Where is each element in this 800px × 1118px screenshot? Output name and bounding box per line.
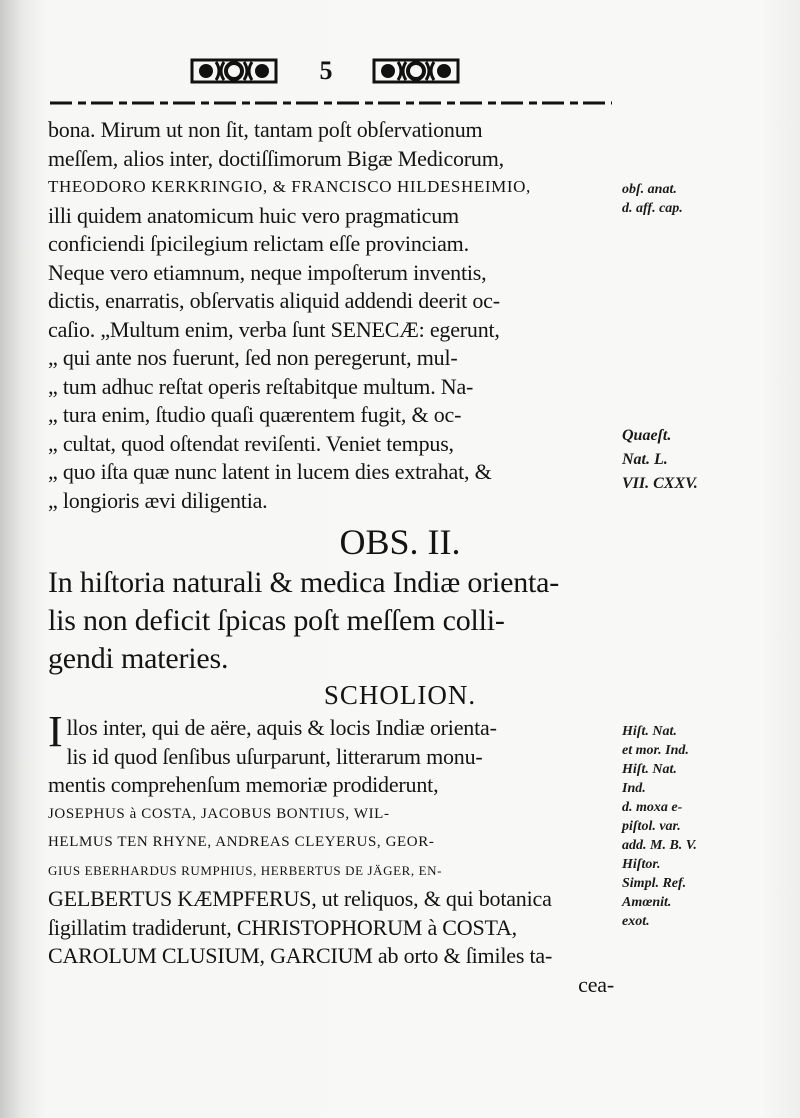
text-line: „ tum adhuc reſtat operis reſtabitque multum. Na-: [48, 373, 474, 399]
page-header: [190, 52, 460, 92]
margin-note-1: [622, 180, 792, 218]
text-line: „ longioris ævi diligentia.: [48, 487, 268, 513]
margin-line: VII. CXXV.: [622, 475, 698, 492]
text-line: JOSEPHUS à COSTA, JACOBUS BONTIUS, WIL-: [48, 805, 390, 822]
scholion-paragraph: [48, 707, 614, 999]
text-line: meſſem, alios inter, doctiſſimorum Bigæ Medicorum,: [48, 145, 504, 171]
text-line: lis id quod ſenſibus uſurparunt, litterarum monu-: [66, 743, 483, 769]
scholion-heading: SCHOLION.: [323, 680, 477, 710]
obs-line: gendi materies.: [48, 642, 229, 675]
drop-cap: I: [48, 707, 63, 756]
margin-line: Hiſt. Nat.: [622, 724, 677, 739]
text-line: bona. Mirum ut non ſit, tantam poſt obſervationum: [48, 117, 483, 142]
text-line-content: llos inter, qui de aëre, aquis & locis Indiæ orienta-: [66, 715, 497, 740]
margin-note-3: [622, 722, 792, 931]
margin-line: Quaeſt.: [622, 427, 672, 444]
text-line: HELMUS TEN RHYNE, ANDREAS CLEYERUS, GEOR-: [48, 834, 435, 850]
text-line: illi quidem anatomicum huic vero pragmaticum: [48, 202, 459, 228]
catchword: cea-: [578, 971, 614, 997]
ornament-right-icon: [372, 52, 460, 88]
ornament-left-icon: [190, 52, 278, 88]
text-line: dictis, enarratis, obſervatis aliquid addendi deerit oc-: [48, 288, 500, 313]
text-line: „ qui ante nos fuerunt, ſed non peregerunt, mul-: [48, 345, 458, 370]
text-line: „ tura enim, ſtudio quaſi quærentem fugit, & oc-: [48, 402, 462, 427]
margin-line: d. aff. cap.: [622, 201, 683, 216]
margin-line: Hiſtor.: [622, 857, 661, 872]
obs-line: lis non deficit ſpicas poſt meſſem colli-: [48, 604, 505, 637]
margin-line: Nat. L.: [622, 451, 668, 468]
text-line: mentis comprehenſum memoriæ prodiderunt,: [48, 772, 439, 797]
margin-line: add. M. B. V.: [622, 838, 697, 853]
margin-line: obſ. anat.: [622, 182, 677, 197]
text-line: CAROLUM CLUSIUM, GARCIUM ab orto & ſimiles ta-: [48, 943, 553, 968]
text-line: caſio. „Multum enim, verba ſunt SENECÆ: egerunt,: [48, 316, 500, 342]
text-line: conficiendi ſpicilegium relictam eſſe provinciam.: [48, 231, 469, 256]
margin-note-2: [622, 424, 792, 496]
margin-line: piſtol. var.: [622, 819, 681, 834]
margin-line: d. moxa e-: [622, 800, 683, 815]
page-number: 5: [319, 56, 333, 85]
margin-line: Amœnit.: [622, 895, 672, 910]
text-line: „ cultat, quod oſtendat reviſenti. Veniet tempus,: [48, 430, 454, 456]
obs-statement: [48, 564, 614, 678]
text-line: GIUS EBERHARDUS RUMPHIUS, HERBERTUS DE JÄGER, EN-: [48, 862, 443, 878]
obs-line: In hiſtoria naturali & medica Indiæ orienta-: [48, 566, 560, 599]
main-paragraph: [48, 116, 614, 515]
margin-line: Ind.: [622, 781, 646, 796]
text-line: Neque vero etiamnum, neque impoſterum inventis,: [48, 259, 487, 285]
text-line: ſigillatim tradiderunt, CHRISTOPHORUM à COSTA,: [48, 914, 517, 940]
margin-line: Simpl. Ref.: [622, 876, 687, 891]
header-rule: [50, 100, 612, 106]
obs-heading: OBS. II.: [339, 522, 461, 562]
margin-line: et mor. Ind.: [622, 743, 689, 758]
margin-line: exot.: [622, 914, 650, 929]
margin-line: Hiſt. Nat.: [622, 762, 677, 777]
text-line: GELBERTUS KÆMPFERUS, ut reliquos, & qui botanica: [48, 886, 552, 911]
text-line: THEODORO KERKRINGIO, & FRANCISCO HILDESHEIMIO,: [48, 177, 531, 196]
text-line: „ quo iſta quæ nunc latent in lucem dies extrahat, &: [48, 459, 492, 484]
